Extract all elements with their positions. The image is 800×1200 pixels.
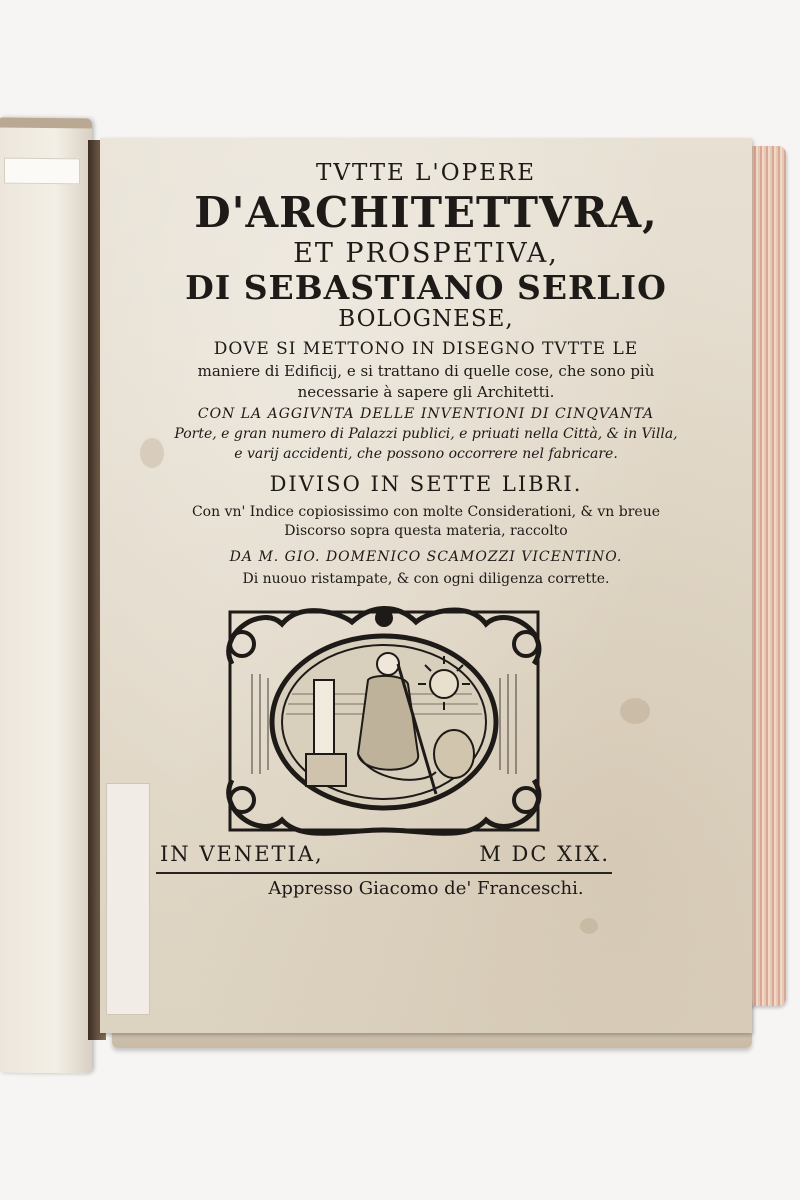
description-line-2: maniere di Edificij, e si trattano di quelle cose, che sono più [197,362,655,380]
author-origin-line: BOLOGNESE, [338,306,514,332]
title-line-3: ET PROSPETIVA, [293,238,559,269]
title-line-2: D'ARCHITETTVRA, [194,188,658,237]
foxing-stain [580,918,598,934]
addition-line-3: e varij accidenti, che possono occorrere nel fabricare. [234,446,618,462]
reprint-line: Di nuouo ristampate, & con ogni diligenza corrette. [242,571,610,587]
books-line: DIVISO IN SETTE LIBRI. [269,472,583,496]
addition-line-2: Porte, e gran numero di Palazzi publici, e priuati nella Città, & in Villa, [174,426,678,442]
addition-line-1: CON LA AGGIVNTA DELLE INVENTIONI DI CINQVANTA [197,406,655,422]
cover-edge [0,118,92,129]
editor-line: DA M. GIO. DOMENICO SCAMOZZI VICENTINO. [229,549,623,565]
printers-device-woodcut [222,604,546,838]
index-line-1: Con vn' Indice copiosissimo con molte Considerationi, & vn breue [191,504,661,520]
left-flyleaf [0,118,92,1074]
description-line-3: necessarie à sapere gli Architetti. [297,383,555,401]
imprint-year: M DC XIX. [479,842,610,866]
foxing-stain [620,698,650,724]
paper-slip [4,158,80,185]
repair-tape [106,783,150,1015]
author-line: DI SEBASTIANO SERLIO [185,268,667,307]
index-line-2: Discorso sopra questa materia, raccolto [284,523,568,539]
title-line-1: TVTTE L'OPERE [316,160,536,186]
printer-line: Appresso Giacomo de' Franceschi. [268,878,584,899]
imprint-rule [156,872,612,874]
title-page [100,138,752,1033]
description-line-1: DOVE SI METTONO IN DISEGNO TVTTE LE [213,339,639,359]
imprint-place: IN VENETIA, [160,842,324,866]
